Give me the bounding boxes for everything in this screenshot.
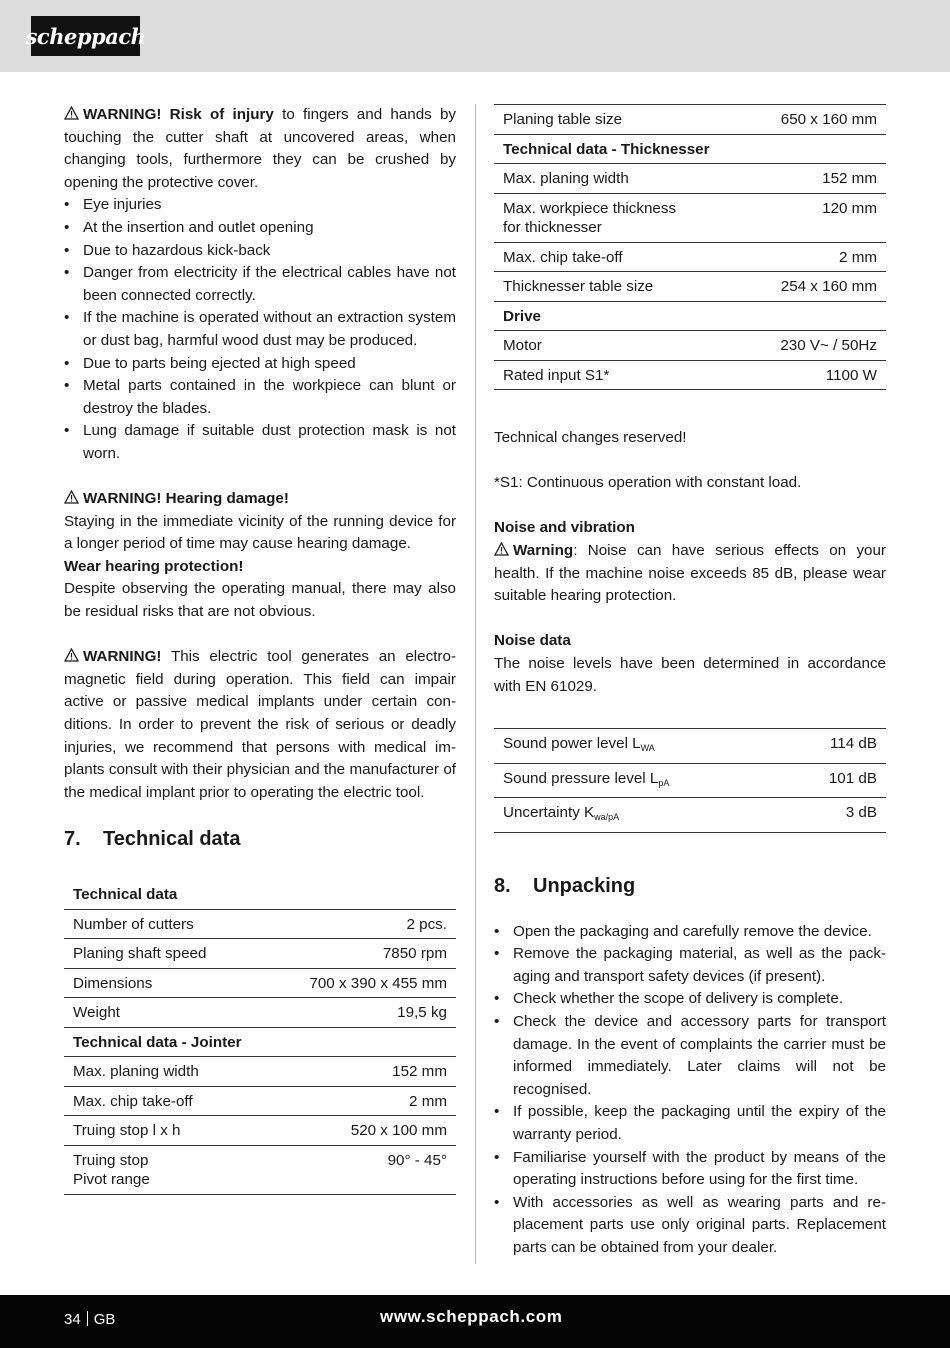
- right-column: [494, 104, 886, 1260]
- list-item: • Remove the packaging material, as well as the packaging and transport safety devices (if present).: [494, 943, 886, 988]
- list-item: • Due to hazardous kick-back: [64, 240, 456, 263]
- risk-list: [64, 194, 456, 465]
- list-item: • If possible, keep the packaging until the expiry of the warranty period.: [494, 1101, 886, 1146]
- table-row: Number of cutters 2 pcs.: [64, 909, 456, 939]
- unpacking-list: [494, 921, 886, 1260]
- technical-changes-note: Technical changes reserved!: [494, 429, 687, 446]
- table-row: Technical data - Thicknesser: [494, 134, 886, 164]
- table-row: Weight 19,5 kg: [64, 998, 456, 1028]
- list-item: • Check the device and accessory parts for transport damage. In the event of complaints the carrier must be informed immediately. Later claims will not be recognised.: [494, 1011, 886, 1101]
- table-row: Motor 230 V~ / 50Hz: [494, 331, 886, 361]
- hearing-protection-note: Wear hearing protection!: [64, 557, 244, 575]
- noise-vibration-heading: Noise and vibration: [494, 519, 635, 537]
- table-row: Sound power level $L_{WA}$ 114 dB: [494, 729, 886, 764]
- page-number: 34 GB: [64, 1311, 116, 1328]
- warning-hearing-text: Staying in the immediate vicinity of the running device for a longer period of time may cause hearing damage.: [64, 512, 456, 553]
- table-row: Planing shaft speed 7850 rpm: [64, 939, 456, 969]
- warning-triangle-icon: [64, 490, 79, 504]
- table-row: Technical data: [64, 880, 456, 909]
- list-item: • Open the packaging and carefully remove the device.: [494, 921, 886, 944]
- list-item: • Familiarise yourself with the product by means of the operating instructions before using for the first time.: [494, 1147, 886, 1192]
- warning-triangle-icon: [494, 542, 509, 556]
- technical-data-table: [64, 880, 456, 1195]
- header-band: [0, 0, 950, 72]
- website-link[interactable]: www.scheppach.com: [380, 1307, 563, 1326]
- list-item: • If the machine is operated without an extraction system or dust bag, harmful wood dust may be produced.: [64, 307, 456, 352]
- column-divider: [475, 104, 476, 1264]
- section-unpacking-heading: 8. Unpacking: [494, 874, 636, 897]
- table-row: Planing table size 650 x 160 mm: [494, 105, 886, 135]
- table-row: Max. chip take-off 2 mm: [64, 1086, 456, 1116]
- table-row: Max. planing width 152 mm: [494, 164, 886, 194]
- warning-triangle-icon: [64, 106, 79, 120]
- noise-warning: Warning: Noise can have serious effects on your health. If the machine noise exceeds 85 dB, please wear suitable hearing protection.: [494, 541, 886, 605]
- table-row: Max. workpiece thickness for thicknesser 120 mm: [494, 193, 886, 242]
- table-row: Dimensions 700 x 390 x 455 mm: [64, 968, 456, 998]
- warning-triangle-icon: [64, 648, 79, 662]
- table-row: Drive: [494, 301, 886, 331]
- table-row: Max. planing width 152 mm: [64, 1057, 456, 1087]
- noise-data-text: The noise levels have been determined in accordance with EN 61029.: [494, 654, 886, 695]
- table-row: Rated input S1* 1100 W: [494, 360, 886, 390]
- table-row: Truing stop Pivot range 90° - 45°: [64, 1145, 456, 1194]
- scheppach-logo: scheppach: [31, 16, 140, 56]
- section-technical-data-heading: 7. Technical data: [64, 828, 241, 851]
- table-row: Thicknesser table size 254 x 160 mm: [494, 272, 886, 302]
- list-item: • Lung damage if suitable dust protection mask is not worn.: [64, 420, 456, 465]
- warning-injury: WARNING! Risk of injury to fingers and hands by touching the cutter shaft at uncovered areas, when changing tools, furthermore they can be crushed by opening the protective cover.: [64, 106, 456, 191]
- left-column: [64, 104, 456, 1195]
- s1-footnote: *S1: Continuous operation with constant load.: [494, 474, 802, 492]
- table-row: Max. chip take-off 2 mm: [494, 242, 886, 272]
- table-row: Truing stop l x h 520 x 100 mm: [64, 1116, 456, 1146]
- technical-data-table-continued: [494, 104, 886, 390]
- table-row: Technical data - Jointer: [64, 1027, 456, 1057]
- list-item: • Danger from electricity if the electrical cables have not been connected correctly.: [64, 262, 456, 307]
- list-item: • At the insertion and outlet opening: [64, 217, 456, 240]
- warning-hearing-title: WARNING! Hearing damage!: [64, 488, 456, 511]
- list-item: • Due to parts being ejected at high speed: [64, 353, 456, 376]
- list-item: • Metal parts contained in the workpiece can blunt or destroy the blades.: [64, 375, 456, 420]
- table-row: Sound pressure level $L_{pA}$ 101 dB: [494, 763, 886, 798]
- noise-data-heading: Noise data: [494, 632, 571, 650]
- list-item: • Check whether the scope of delivery is complete.: [494, 988, 886, 1011]
- list-item: • Eye injuries: [64, 194, 456, 217]
- warning-emf: WARNING! This electric tool generates an electromagnetic field during operation. This field can impair active or passive medical implants under certain conditions. In order to prevent the risk of serious or deadly injuries, we recommend that persons with medical implants consult with their physician and the manufacturer of the medical implant prior to operating the electric tool.: [64, 648, 456, 801]
- list-item: • With accessories as well as wearing parts and replacement parts use only original parts. Replacement parts can be obtained from your dealer.: [494, 1192, 886, 1260]
- footer-band: [0, 1295, 950, 1348]
- residual-risk-text: Despite observing the operating manual, there may also be residual risks that are not obvious.: [64, 580, 456, 621]
- noise-table: [494, 728, 886, 833]
- table-row: Uncertainty $K_{wa/pA}$ 3 dB: [494, 798, 886, 833]
